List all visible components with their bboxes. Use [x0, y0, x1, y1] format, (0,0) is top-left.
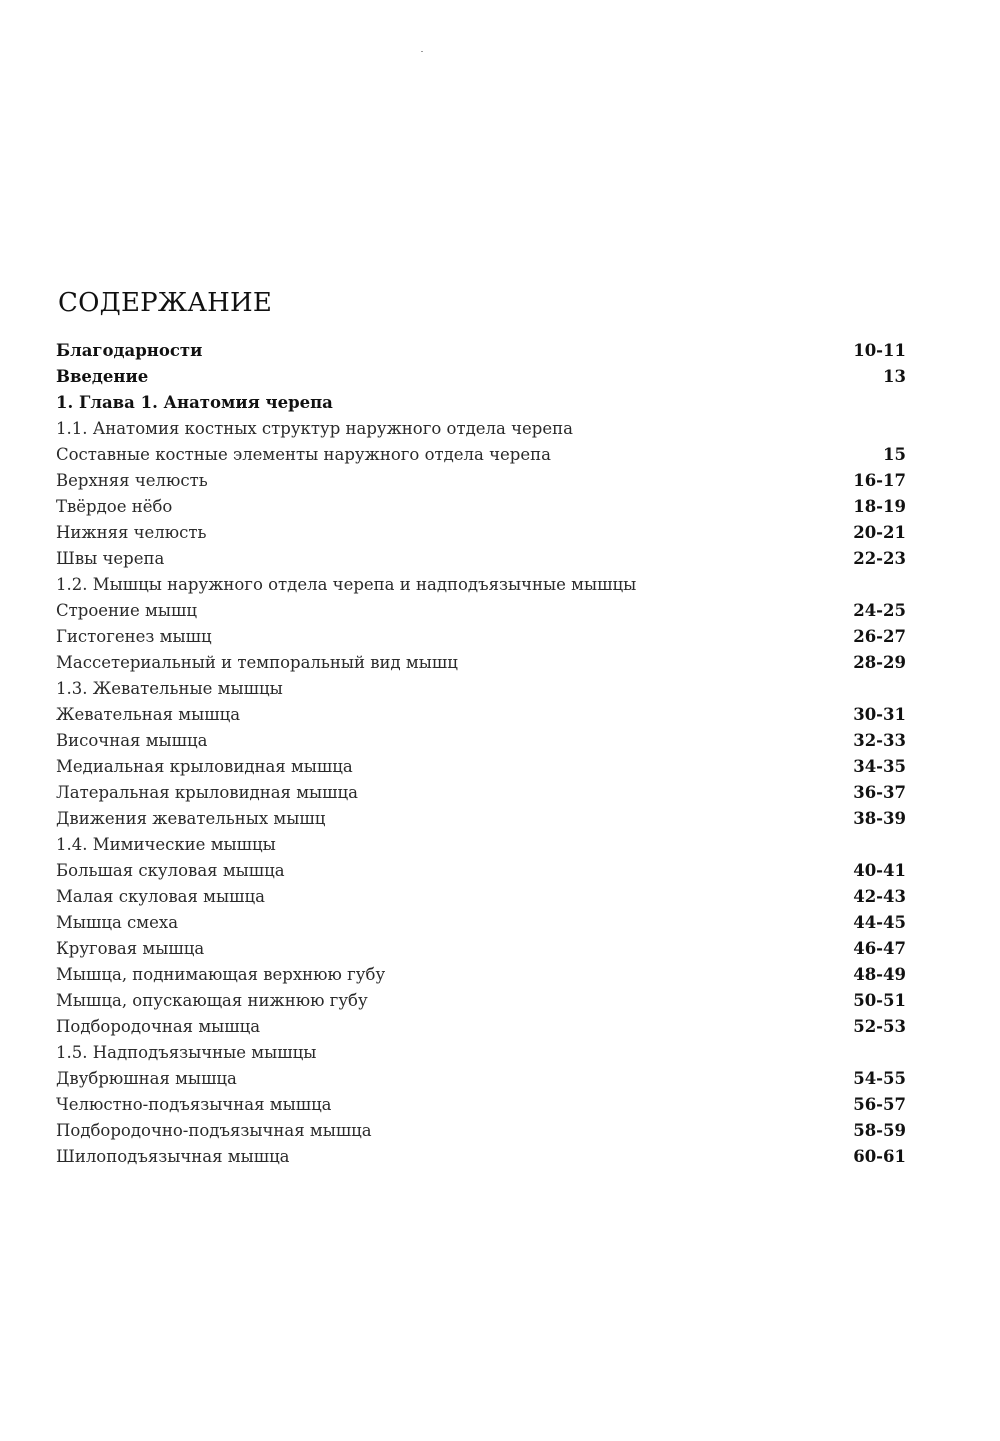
toc-entry-page-number: 54-55: [853, 1069, 906, 1088]
toc-title: СОДЕРЖАНИЕ: [58, 288, 273, 318]
toc-entry-label: Мышца смеха: [56, 913, 179, 932]
toc-entry-label: Благодарности: [56, 341, 203, 360]
toc-entry: [56, 468, 906, 494]
toc-entry: [56, 624, 906, 650]
toc-entry: [56, 728, 906, 754]
toc-entry: [56, 1144, 906, 1170]
toc-entry-page-number: 56-57: [853, 1095, 906, 1114]
toc-entry-label: Медиальная крыловидная мышца: [56, 757, 353, 776]
toc-entry-page-number: 60-61: [853, 1147, 906, 1166]
toc-entry: [56, 806, 906, 832]
toc-entry-label: Швы черепа: [56, 549, 165, 568]
toc-entry-label: Большая скуловая мышца: [56, 861, 285, 880]
toc-entry-label: Подбородочная мышца: [56, 1017, 261, 1036]
toc-entry: [56, 936, 906, 962]
toc-entry-label: 1.4. Мимические мышцы: [56, 835, 276, 854]
toc-entry: [56, 1014, 906, 1040]
toc-entry-page-number: 18-19: [853, 497, 906, 516]
toc-entry: [56, 1118, 906, 1144]
toc-entry: [56, 416, 906, 442]
toc-entry: [56, 988, 906, 1014]
toc-entry: [56, 338, 906, 364]
toc-entry-label: 1.1. Анатомия костных структур наружного отдела черепа: [56, 419, 573, 438]
toc-entry-page-number: 34-35: [853, 757, 906, 776]
toc-entry: [56, 858, 906, 884]
toc-entry: [56, 390, 906, 416]
toc-entry-page-number: 16-17: [853, 471, 906, 490]
toc-entry-page-number: 46-47: [853, 939, 906, 958]
toc-entry-label: Жевательная мышца: [56, 705, 241, 724]
toc-entry-label: Введение: [56, 367, 149, 386]
toc-entry-label: 1. Глава 1. Анатомия черепа: [56, 393, 333, 412]
toc-entry-page-number: 32-33: [853, 731, 906, 750]
toc-entry: [56, 884, 906, 910]
toc-entry-label: Гистогенез мышц: [56, 627, 212, 646]
toc-entry-page-number: 10-11: [853, 341, 906, 360]
toc-entry-page-number: 30-31: [853, 705, 906, 724]
toc-entry: [56, 520, 906, 546]
toc-entry: [56, 962, 906, 988]
toc-entry-page-number: 52-53: [853, 1017, 906, 1036]
toc-entry: [56, 442, 906, 468]
toc-entry-page-number: 38-39: [853, 809, 906, 828]
toc-entry: [56, 780, 906, 806]
toc-entry-label: Составные костные элементы наружного отдела черепа: [56, 445, 551, 464]
toc-entry-page-number: 28-29: [853, 653, 906, 672]
toc-entry-label: Нижняя челюсть: [56, 523, 207, 542]
toc-entry: [56, 572, 906, 598]
toc-entry-page-number: 40-41: [853, 861, 906, 880]
toc-entry-label: Строение мышц: [56, 601, 197, 620]
toc-entry: [56, 702, 906, 728]
toc-entry: [56, 364, 906, 390]
scan-speck: [421, 51, 423, 52]
toc-entry-page-number: 26-27: [853, 627, 906, 646]
toc-entry-label: Челюстно-подъязычная мышца: [56, 1095, 332, 1114]
toc-entry: [56, 910, 906, 936]
toc-entry-label: Височная мышца: [56, 731, 208, 750]
toc-entry-page-number: 44-45: [853, 913, 906, 932]
toc-entry-page-number: 50-51: [853, 991, 906, 1010]
toc-entry-label: Движения жевательных мышц: [56, 809, 326, 828]
toc-entry: [56, 598, 906, 624]
toc-entry-label: Шилоподъязычная мышца: [56, 1147, 290, 1166]
toc-entry-label: Латеральная крыловидная мышца: [56, 783, 358, 802]
toc-entry-page-number: 15: [883, 445, 906, 464]
toc-entry-page-number: 13: [883, 367, 906, 386]
toc-entry: [56, 1092, 906, 1118]
toc-entry-page-number: 58-59: [853, 1121, 906, 1140]
toc-entry-page-number: 48-49: [853, 965, 906, 984]
toc-entry: [56, 546, 906, 572]
toc-entry-label: Малая скуловая мышца: [56, 887, 265, 906]
toc-entry-label: Мышца, поднимающая верхнюю губу: [56, 965, 386, 984]
toc-entry-label: Мышца, опускающая нижнюю губу: [56, 991, 368, 1010]
toc-list: [56, 338, 906, 1170]
toc-entry: [56, 650, 906, 676]
toc-entry-label: 1.3. Жевательные мышцы: [56, 679, 283, 698]
toc-entry-label: Подбородочно-подъязычная мышца: [56, 1121, 372, 1140]
toc-entry-page-number: 20-21: [853, 523, 906, 542]
toc-entry-page-number: 42-43: [853, 887, 906, 906]
toc-entry-label: 1.2. Мышцы наружного отдела черепа и надподъязычные мышцы: [56, 575, 637, 594]
toc-entry: [56, 754, 906, 780]
toc-entry: [56, 676, 906, 702]
toc-entry: [56, 832, 906, 858]
toc-entry: [56, 1040, 906, 1066]
toc-entry-page-number: 36-37: [853, 783, 906, 802]
toc-entry-page-number: 22-23: [853, 549, 906, 568]
toc-entry-label: Двубрюшная мышца: [56, 1069, 237, 1088]
toc-entry: [56, 494, 906, 520]
toc-entry: [56, 1066, 906, 1092]
toc-entry-label: 1.5. Надподъязычные мышцы: [56, 1043, 317, 1062]
toc-entry-page-number: 24-25: [853, 601, 906, 620]
toc-entry-label: Верхняя челюсть: [56, 471, 208, 490]
toc-entry-label: Массетериальный и темпоральный вид мышц: [56, 653, 458, 672]
toc-entry-label: Круговая мышца: [56, 939, 205, 958]
toc-entry-label: Твёрдое нёбо: [56, 497, 173, 516]
